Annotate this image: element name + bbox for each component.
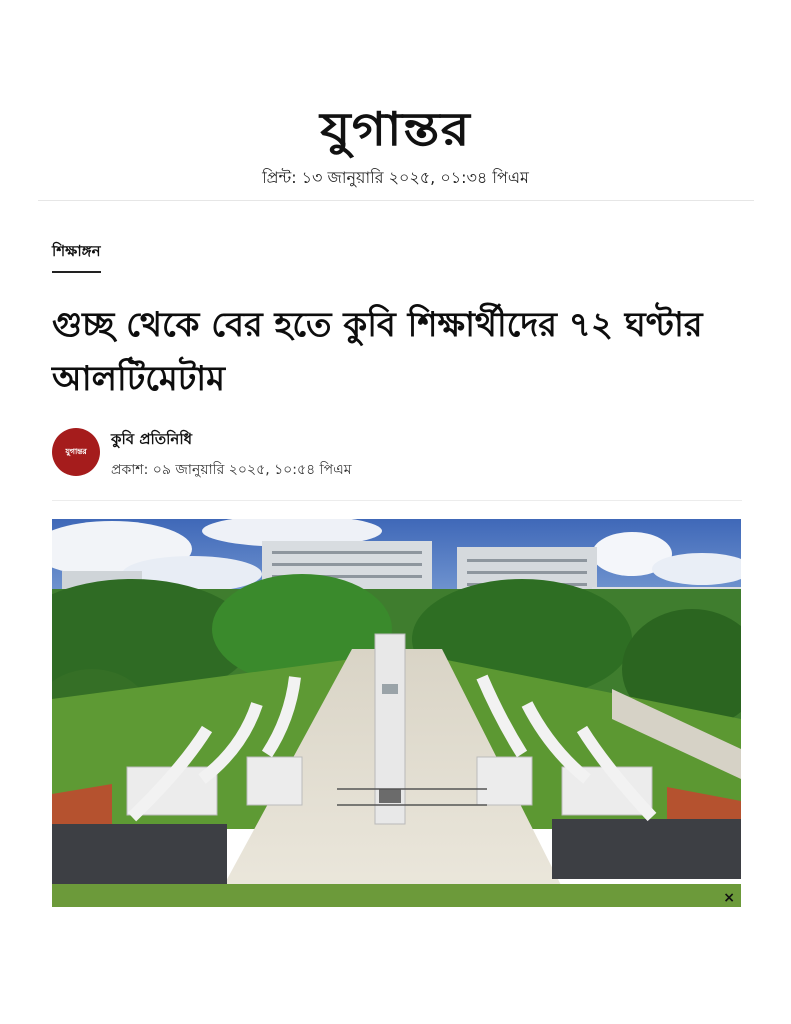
campus-gate-illustration xyxy=(52,519,741,907)
category-link[interactable]: শিক্ষাঙ্গন xyxy=(52,240,101,273)
masthead xyxy=(0,100,791,158)
hero-image[interactable] xyxy=(52,519,741,907)
print-date: প্রিন্ট: ১৩ জানুয়ারি ২০২৫, ০১:৩৪ পিএম xyxy=(262,168,529,187)
header-divider xyxy=(38,200,754,201)
article-headline: গুচ্ছ থেকে বের হতে কুবি শিক্ষার্থীদের ৭২ ঘণ্টার আলটিমেটাম xyxy=(52,305,703,399)
site-logo[interactable]: যুগান্তর xyxy=(320,102,471,156)
author-avatar[interactable]: যুগান্তর xyxy=(52,428,100,476)
close-icon[interactable]: × xyxy=(723,890,735,906)
publish-date: প্রকাশ: ০৯ জানুয়ারি ২০২৫, ১০:৫৪ পিএম xyxy=(111,462,352,478)
byline-divider xyxy=(52,500,742,501)
author-name[interactable]: কুবি প্রতিনিধি xyxy=(111,430,193,448)
